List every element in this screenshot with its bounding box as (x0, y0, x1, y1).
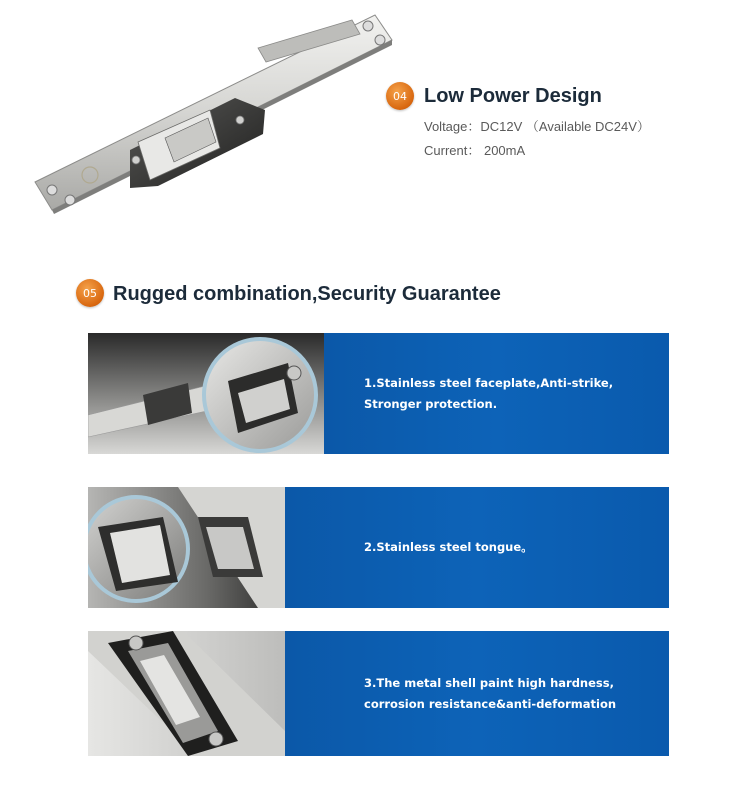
shell-description-box (285, 631, 669, 756)
faceplate-photo (88, 333, 348, 454)
tongue-description-box (285, 487, 669, 608)
section-number-badge-04: 04 (386, 82, 414, 110)
feature-title-low-power: Low Power Design (424, 85, 602, 107)
shell-text-line-1: 3.The metal shell paint high hardness, (364, 675, 614, 690)
faceplate-description-box (324, 333, 669, 454)
feature-panel-faceplate (88, 333, 669, 454)
tongue-photo (88, 487, 285, 608)
current-spec: Current： 200mA (424, 143, 526, 158)
feature-panel-shell (88, 631, 669, 756)
feature-panel-tongue (88, 487, 669, 608)
electric-strike-product-image (30, 10, 410, 225)
tongue-text-line-1: 2.Stainless steel tongue。 (364, 540, 533, 554)
shell-text-line-2: corrosion resistance&anti-deformation (364, 696, 617, 711)
faceplate-text-line-1: 1.Stainless steel faceplate,Anti-strike, (364, 375, 614, 390)
voltage-spec: Voltage：DC12V （Available DC24V） (424, 119, 650, 134)
shell-photo (88, 631, 285, 756)
faceplate-text-line-2: Stronger protection. (364, 396, 498, 411)
section-number-badge-05: 05 (76, 279, 104, 307)
feature-title-rugged: Rugged combination,Security Guarantee (113, 283, 501, 305)
